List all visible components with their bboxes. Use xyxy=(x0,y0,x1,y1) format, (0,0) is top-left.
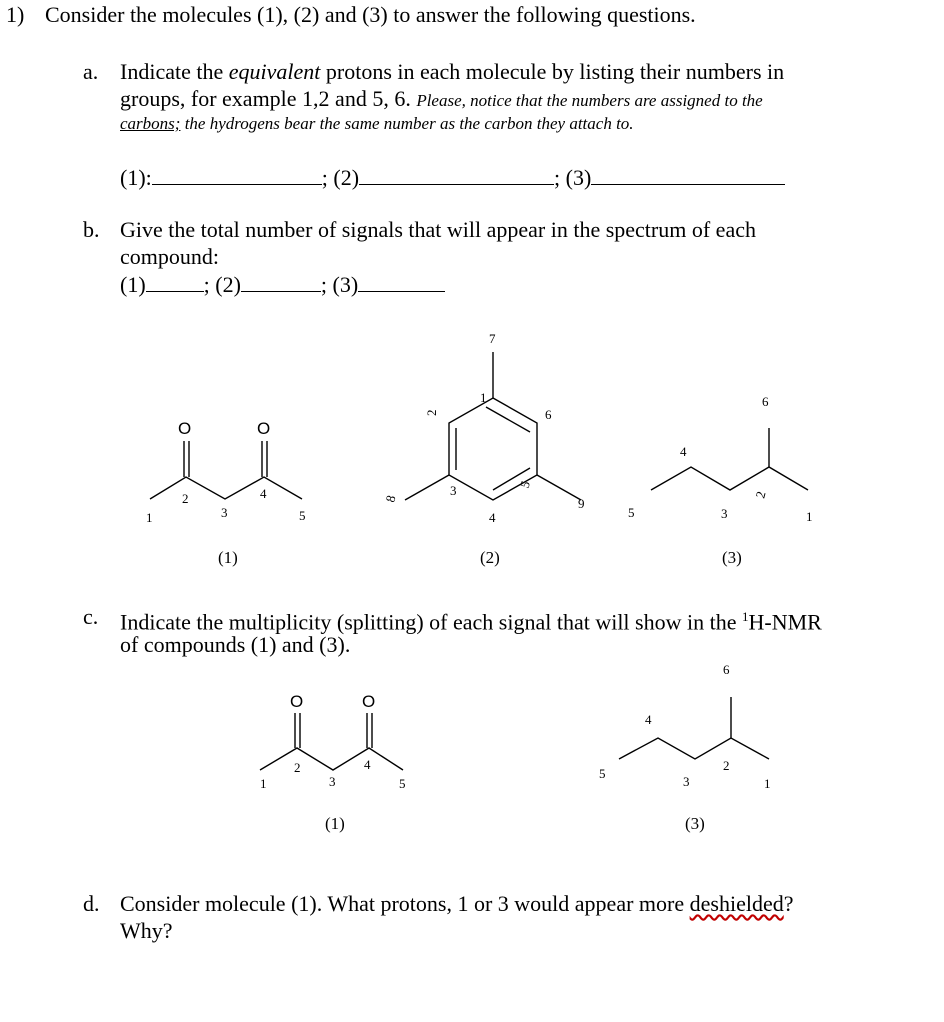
fig2-mol3-num-2: 2 xyxy=(723,758,730,773)
mol1-num-1: 1 xyxy=(146,510,153,525)
question-intro: Consider the molecules (1), (2) and (3) to answer the following questions. xyxy=(45,2,696,27)
mol1-num-2: 2 xyxy=(182,491,189,506)
mol3-num-1: 1 xyxy=(806,509,813,524)
fig2-mol3-skeleton xyxy=(619,697,769,759)
part-d-line1 xyxy=(120,891,793,917)
fig2-mol1-num-2: 2 xyxy=(294,760,301,775)
part-a-line3-underlined: carbons; xyxy=(120,114,181,133)
fig2-mol3-num-3: 3 xyxy=(683,774,690,789)
part-c-letter: c. xyxy=(83,604,99,629)
part-a-line1-em: equivalent xyxy=(228,59,321,84)
mol3-num-5: 5 xyxy=(628,505,635,520)
part-a-line1-pre: Indicate the xyxy=(120,59,229,84)
part-d-line2: Why? xyxy=(120,918,173,943)
fig2-mol3-num-6: 6 xyxy=(723,662,730,677)
part-a-line1-post: protons in each molecule by listing their numbers in xyxy=(320,59,785,84)
part-d-letter: d. xyxy=(83,891,100,916)
mol2-num-4: 4 xyxy=(489,510,496,525)
fig2-mol1-oxygen-right: O xyxy=(362,692,376,711)
mol1-num-5: 5 xyxy=(299,508,306,523)
mol3-num-3: 3 xyxy=(721,506,728,521)
fig2-mol3-num-4: 4 xyxy=(645,712,652,727)
mol2-num-9: 9 xyxy=(578,496,585,511)
mol1-label: (1) xyxy=(218,548,238,567)
fig2-mol1-num-5: 5 xyxy=(399,776,406,791)
part-b-blank2-label: ; (2) xyxy=(203,272,241,297)
fig2-mol1-skeleton xyxy=(260,713,403,770)
part-a-line3-rest: the hydrogens bear the same number as the carbon they attach to. xyxy=(180,114,634,133)
part-d-line1-pre: Consider molecule (1). What protons, 1 or 3 would appear more xyxy=(120,891,690,916)
fig2-mol1-num-4: 4 xyxy=(364,757,371,772)
mol2-num-2: 2 xyxy=(424,409,439,416)
mol3-num-6: 6 xyxy=(762,394,769,409)
mol3-num-2: 2 xyxy=(752,489,769,500)
fig2-mol1-num-1: 1 xyxy=(260,776,267,791)
part-c-superscript: 1 xyxy=(741,609,749,624)
mol2-skeleton xyxy=(405,352,581,500)
fig2-mol1-num-3: 3 xyxy=(329,774,336,789)
part-d-line1-post: ? xyxy=(783,891,794,916)
part-c-line1-post: H-NMR xyxy=(748,609,822,635)
part-b-blank1-label: (1) xyxy=(120,272,146,297)
part-a-line2-main: groups, for example 1,2 and 5, 6. xyxy=(120,86,417,111)
mol2-num-3: 3 xyxy=(450,483,457,498)
part-b-letter: b. xyxy=(83,217,100,242)
part-a-blank2-label: ; (2) xyxy=(321,165,360,190)
mol2-num-7: 7 xyxy=(489,331,496,346)
mol2-num-5: 5 xyxy=(516,478,534,491)
fig2-mol3-label: (3) xyxy=(685,814,705,833)
mol1-oxygen-right: O xyxy=(257,419,271,438)
mol1-oxygen-left: O xyxy=(178,419,192,438)
mol3-num-4: 4 xyxy=(680,444,687,459)
mol1-num-3: 3 xyxy=(221,505,228,520)
fig2-mol3-num-1: 1 xyxy=(764,776,771,791)
part-b-blank3-label: ; (3) xyxy=(320,272,359,297)
mol2-num-6: 6 xyxy=(545,407,552,422)
part-c-line1 xyxy=(120,604,822,635)
part-a-note: Please, notice that the numbers are assigned to the xyxy=(416,91,763,110)
part-a-blank1-label: (1): xyxy=(120,165,152,190)
mol1-skeleton xyxy=(150,441,302,499)
mol2-num-8: 8 xyxy=(382,493,399,504)
part-c-line2: of compounds (1) and (3). xyxy=(120,632,351,657)
part-a-letter: a. xyxy=(83,59,99,84)
fig2-mol3-num-5: 5 xyxy=(599,766,606,781)
part-c-line1-pre: Indicate the multiplicity (splitting) of each signal that will show in the xyxy=(120,609,742,635)
fig2-mol1-label: (1) xyxy=(325,814,345,833)
mol2-num-1: 1 xyxy=(480,390,487,405)
part-b-line1: Give the total number of signals that will appear in the spectrum of each xyxy=(120,217,756,242)
mol3-label: (3) xyxy=(722,548,742,567)
part-a-blank3-label: ; (3) xyxy=(554,165,592,190)
part-b-line2: compound: xyxy=(120,244,219,269)
fig2-mol1-oxygen-left: O xyxy=(290,692,304,711)
mol1-num-4: 4 xyxy=(260,486,267,501)
mol2-label: (2) xyxy=(480,548,500,567)
mol3-skeleton xyxy=(651,428,808,490)
part-d-spellcheck-word[interactable]: deshielded xyxy=(689,891,784,916)
question-number: 1) xyxy=(6,2,25,27)
